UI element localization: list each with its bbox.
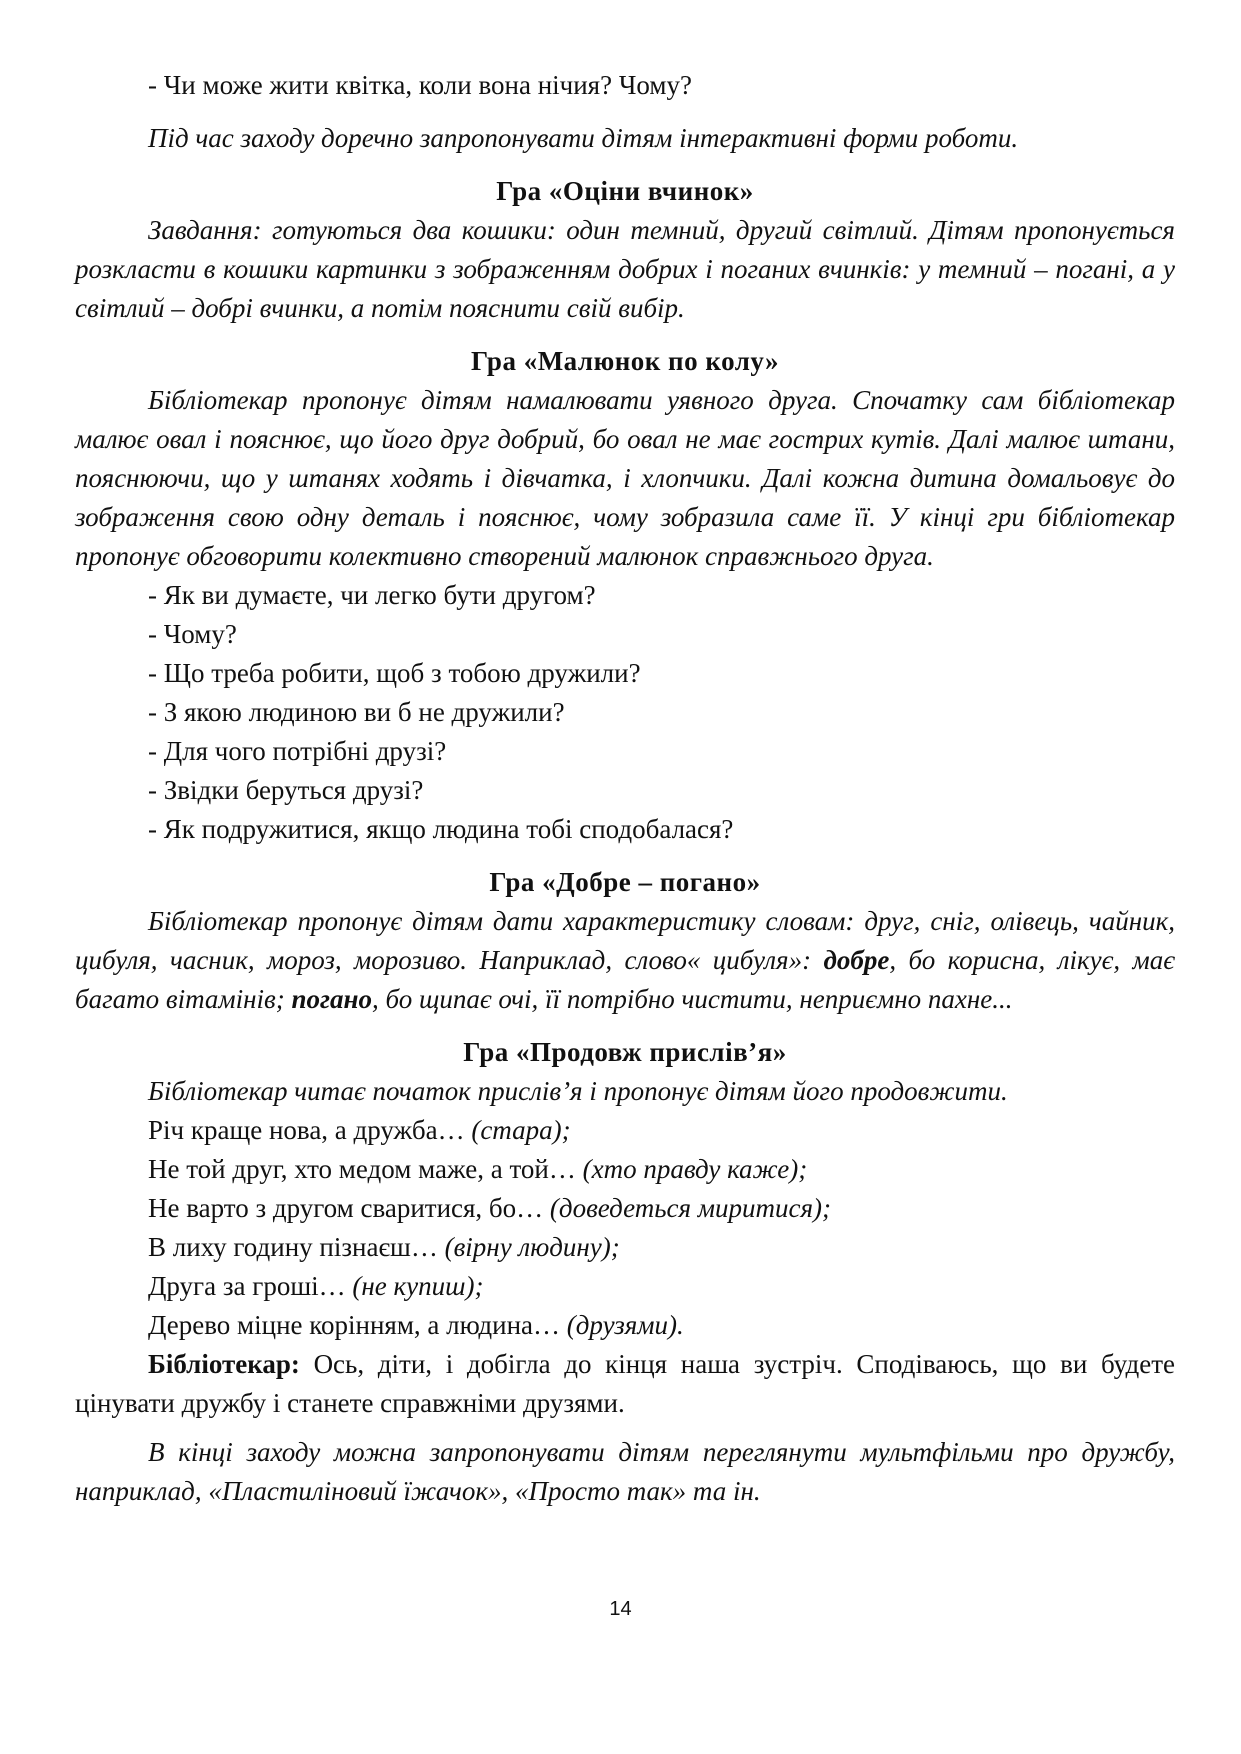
proverb-list (75, 1111, 1175, 1345)
game3-text-3: , бо щипає очі, її потрібно чистити, неприємно пахне... (372, 984, 1013, 1014)
game3-text-2: , бо корисна, лікує, має багато вітамінів; (75, 945, 1175, 1014)
game2-heading: Гра «Малюнок по колу» (470, 346, 780, 376)
proverb-end: (друзями). (566, 1310, 684, 1340)
proverb-item (75, 1228, 1175, 1267)
question-item: - З якою людиною ви б не дружили? (148, 697, 565, 727)
proverb-start: Не той друг, хто медом маже, а той… (148, 1154, 583, 1184)
question-item: - Чому? (148, 619, 237, 649)
game1-heading: Гра «Оціни вчинок» (496, 176, 754, 206)
proverb-start: Не варто з другом сваритися, бо… (148, 1193, 550, 1223)
game2-text: Бібліотекар пропонує дітям намалювати уявного друга. Спочатку сам бібліотекар малює овал і пояснює, що його друг добрий, бо овал не має гострих кутів. Далі малює штани, пояснюючи, що у штанях ходять і дівчатка, і хлопчики. Далі кожна дитина домальовує до зображення свою одну деталь і пояснює, чому зобразила саме її. У кінці гри бібліотекар пропонує обговорити колективно створений малюнок справжнього друга. (75, 385, 1175, 571)
proverb-item (75, 1306, 1175, 1345)
game3-bold-good: добре (823, 945, 890, 975)
proverb-end: (доведеться миритися); (549, 1193, 832, 1223)
game3-bold-bad: погано (291, 984, 372, 1014)
closing-note: В кінці заходу можна запропонувати дітям переглянути мультфільми про дружбу, наприклад, «Пластиліновий їжачок», «Просто так» та ін. (75, 1437, 1175, 1506)
proverb-start: В лиху годину пізнаєш… (148, 1232, 445, 1262)
game1-text: Завдання: готуються два кошики: один темний, другий світлий. Дітям пропонується розкласти в кошики картинки з зображенням добрих і поганих вчинків: у темний – погані, а у світлий – добрі вчинки, а потім пояснити свій вибір. (75, 215, 1175, 323)
question-item: - Як подружитися, якщо людина тобі сподобалася? (148, 814, 734, 844)
game4-intro: Бібліотекар читає початок прислів’я і пропонує дітям його продовжити. (148, 1076, 1008, 1106)
game3-heading: Гра «Добре – погано» (489, 867, 761, 897)
game2-questions (75, 576, 1175, 849)
game4-heading: Гра «Продовж прислів’я» (463, 1037, 787, 1067)
proverb-start: Дерево міцне корінням, а людина… (148, 1310, 567, 1340)
proverb-end: (стара); (471, 1115, 571, 1145)
question-item: - Як ви думаєте, чи легко бути другом? (148, 580, 596, 610)
proverb-start: Друга за гроші… (148, 1271, 353, 1301)
proverb-start: Річ краще нова, а дружба… (148, 1115, 472, 1145)
intro-note: Під час заходу доречно запропонувати дітям інтерактивні форми роботи. (148, 123, 1019, 153)
speech-text: Ось, діти, і добігла до кінця наша зустріч. Сподіваюсь, що ви будете цінувати дружбу і станете справжніми друзями. (75, 1349, 1175, 1418)
page-number: 14 (609, 1598, 632, 1620)
question-item: - Що треба робити, щоб з тобою дружили? (148, 658, 641, 688)
proverb-item (75, 1111, 1175, 1150)
speaker-label: Бібліотекар: (148, 1349, 300, 1379)
proverb-item (75, 1267, 1175, 1306)
proverb-end: (не купиш); (352, 1271, 484, 1301)
question-item: - Для чого потрібні друзі? (148, 736, 447, 766)
intro-question: - Чи може жити квітка, коли вона нічия? Чому? (148, 70, 692, 100)
document-page (75, 66, 1175, 1511)
game3-text-1: Бібліотекар пропонує дітям дати характеристику словам: друг, сніг, олівець, чайник, цибуля, часник, мороз, морозиво. Наприклад, слово« цибуля»: (75, 906, 1175, 975)
proverb-item (75, 1150, 1175, 1189)
question-item: - Звідки беруться друзі? (148, 775, 424, 805)
proverb-item (75, 1189, 1175, 1228)
closing-speech (75, 1345, 1175, 1423)
proverb-end: (хто правду каже); (582, 1154, 808, 1184)
game3-text (75, 902, 1175, 1019)
proverb-end: (вірну людину); (444, 1232, 620, 1262)
